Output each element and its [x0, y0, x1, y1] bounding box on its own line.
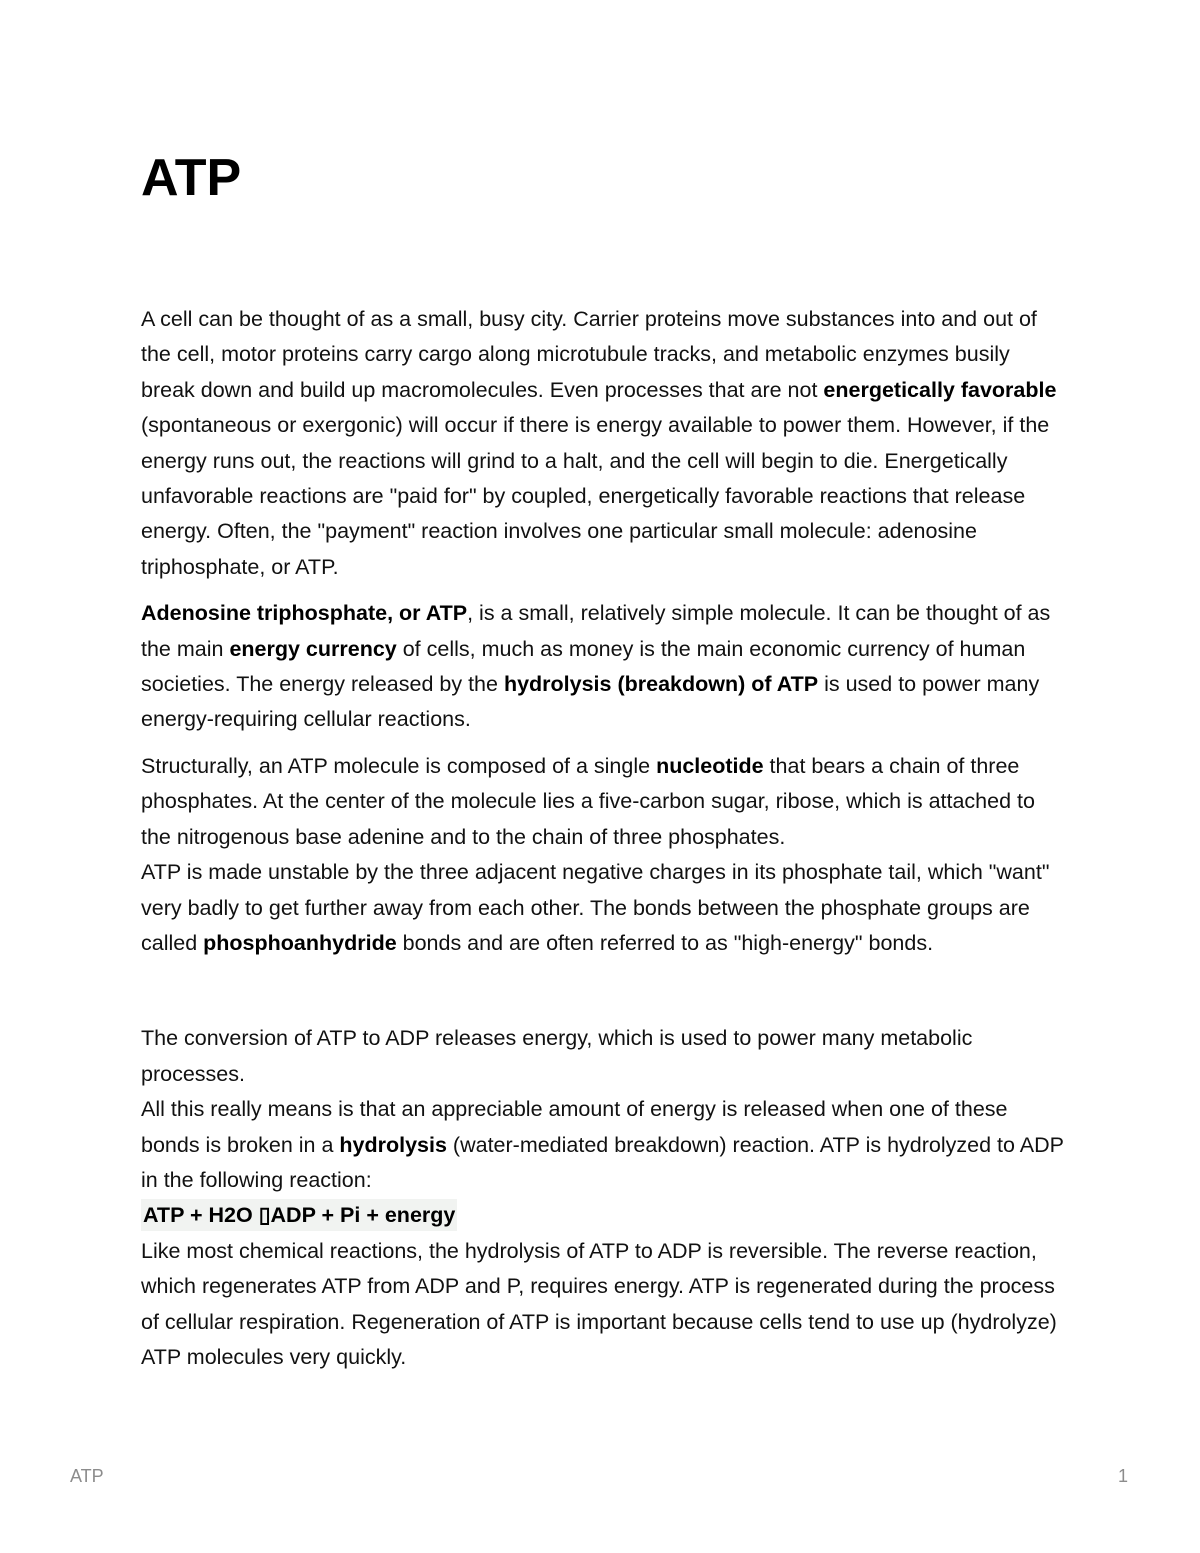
paragraph-hydrolysis [141, 1092, 1066, 1198]
text-span: that bears a chain of three phosphates. At the center of the molecule lies a five-carbon sugar, ribose, which is attached to the nitrogenous base adenine and to the chain of three phosphates. [141, 753, 1035, 849]
text-span: ATP is made unstable by the three adjacent negative charges in its phosphate tail, which "want" very badly to get further away from each other. The bonds between the phosphate groups are called [141, 860, 1050, 955]
text-span: , is a small, relatively simple molecule. It can be thought of as the main [141, 601, 1051, 661]
text-span: bonds and are often referred to as "high-energy" bonds. [396, 930, 934, 955]
bold-term: energy currency [229, 636, 397, 661]
spacer [141, 961, 1066, 1021]
footer-document-title: ATP [70, 1466, 104, 1486]
bold-term: hydrolysis (breakdown) of ATP [503, 672, 819, 697]
paragraph-conversion [141, 1021, 1066, 1092]
document-body [141, 302, 1066, 1375]
bold-term: Adenosine triphosphate, or ATP [141, 601, 468, 626]
paragraph-instability [141, 855, 1066, 961]
bold-term: hydrolysis [339, 1132, 447, 1157]
bold-term: phosphoanhydride [203, 930, 397, 955]
equation-line [141, 1198, 1066, 1233]
text-span: The conversion of ATP to ADP releases energy, which is used to power many metabolic processes. [141, 1026, 973, 1086]
text-span: (spontaneous or exergonic) will occur if there is energy available to power them. However, if the energy runs out, the reactions will grind to a halt, and the cell will begin to die. Energetically unfavorable reactions are "paid for" by coupled, energetically favorable reactions that release energy. Often, the "payment" reaction involves one particular small molecule: adenosine triphosphate, or ATP. [141, 413, 1050, 579]
text-span: of cells, much as money is the main economic currency of human societies. The energy released by the [141, 636, 1026, 697]
document-title: ATP [141, 149, 242, 207]
text-span: is used to power many energy-requiring cellular reactions. [141, 672, 1040, 732]
footer-page-number: 1 [1117, 1466, 1128, 1486]
bold-term: energetically favorable [823, 377, 1057, 402]
paragraph-structure [141, 749, 1066, 855]
text-span: Like most chemical reactions, the hydrolysis of ATP to ADP is reversible. The reverse reaction, which regenerates ATP from ADP and P, requires energy. ATP is regenerated during the process of cellular respiration. Regeneration of ATP is important because cells tend to use up (hydrolyze) ATP molecules very quickly. [141, 1238, 1057, 1369]
paragraph-atp-definition [141, 596, 1066, 738]
paragraph-intro [141, 302, 1066, 585]
bold-term: nucleotide [656, 753, 764, 778]
text-span: A cell can be thought of as a small, busy city. Carrier proteins move substances into and out of the cell, motor proteins carry cargo along microtubule tracks, and metabolic enzymes busily break down and build up macromolecules. Even processes that are not [141, 307, 1037, 402]
hydrolysis-equation: ATP + H2O ▯ADP + Pi + energy [141, 1199, 457, 1231]
text-span: Structurally, an ATP molecule is composed of a single [141, 753, 657, 778]
text-span: (water-mediated breakdown) reaction. ATP is hydrolyzed to ADP in the following reaction: [141, 1132, 1064, 1192]
text-span: All this really means is that an appreciable amount of energy is released when one of these bonds is broken in a [141, 1097, 1008, 1157]
paragraph-reversible [141, 1234, 1066, 1376]
